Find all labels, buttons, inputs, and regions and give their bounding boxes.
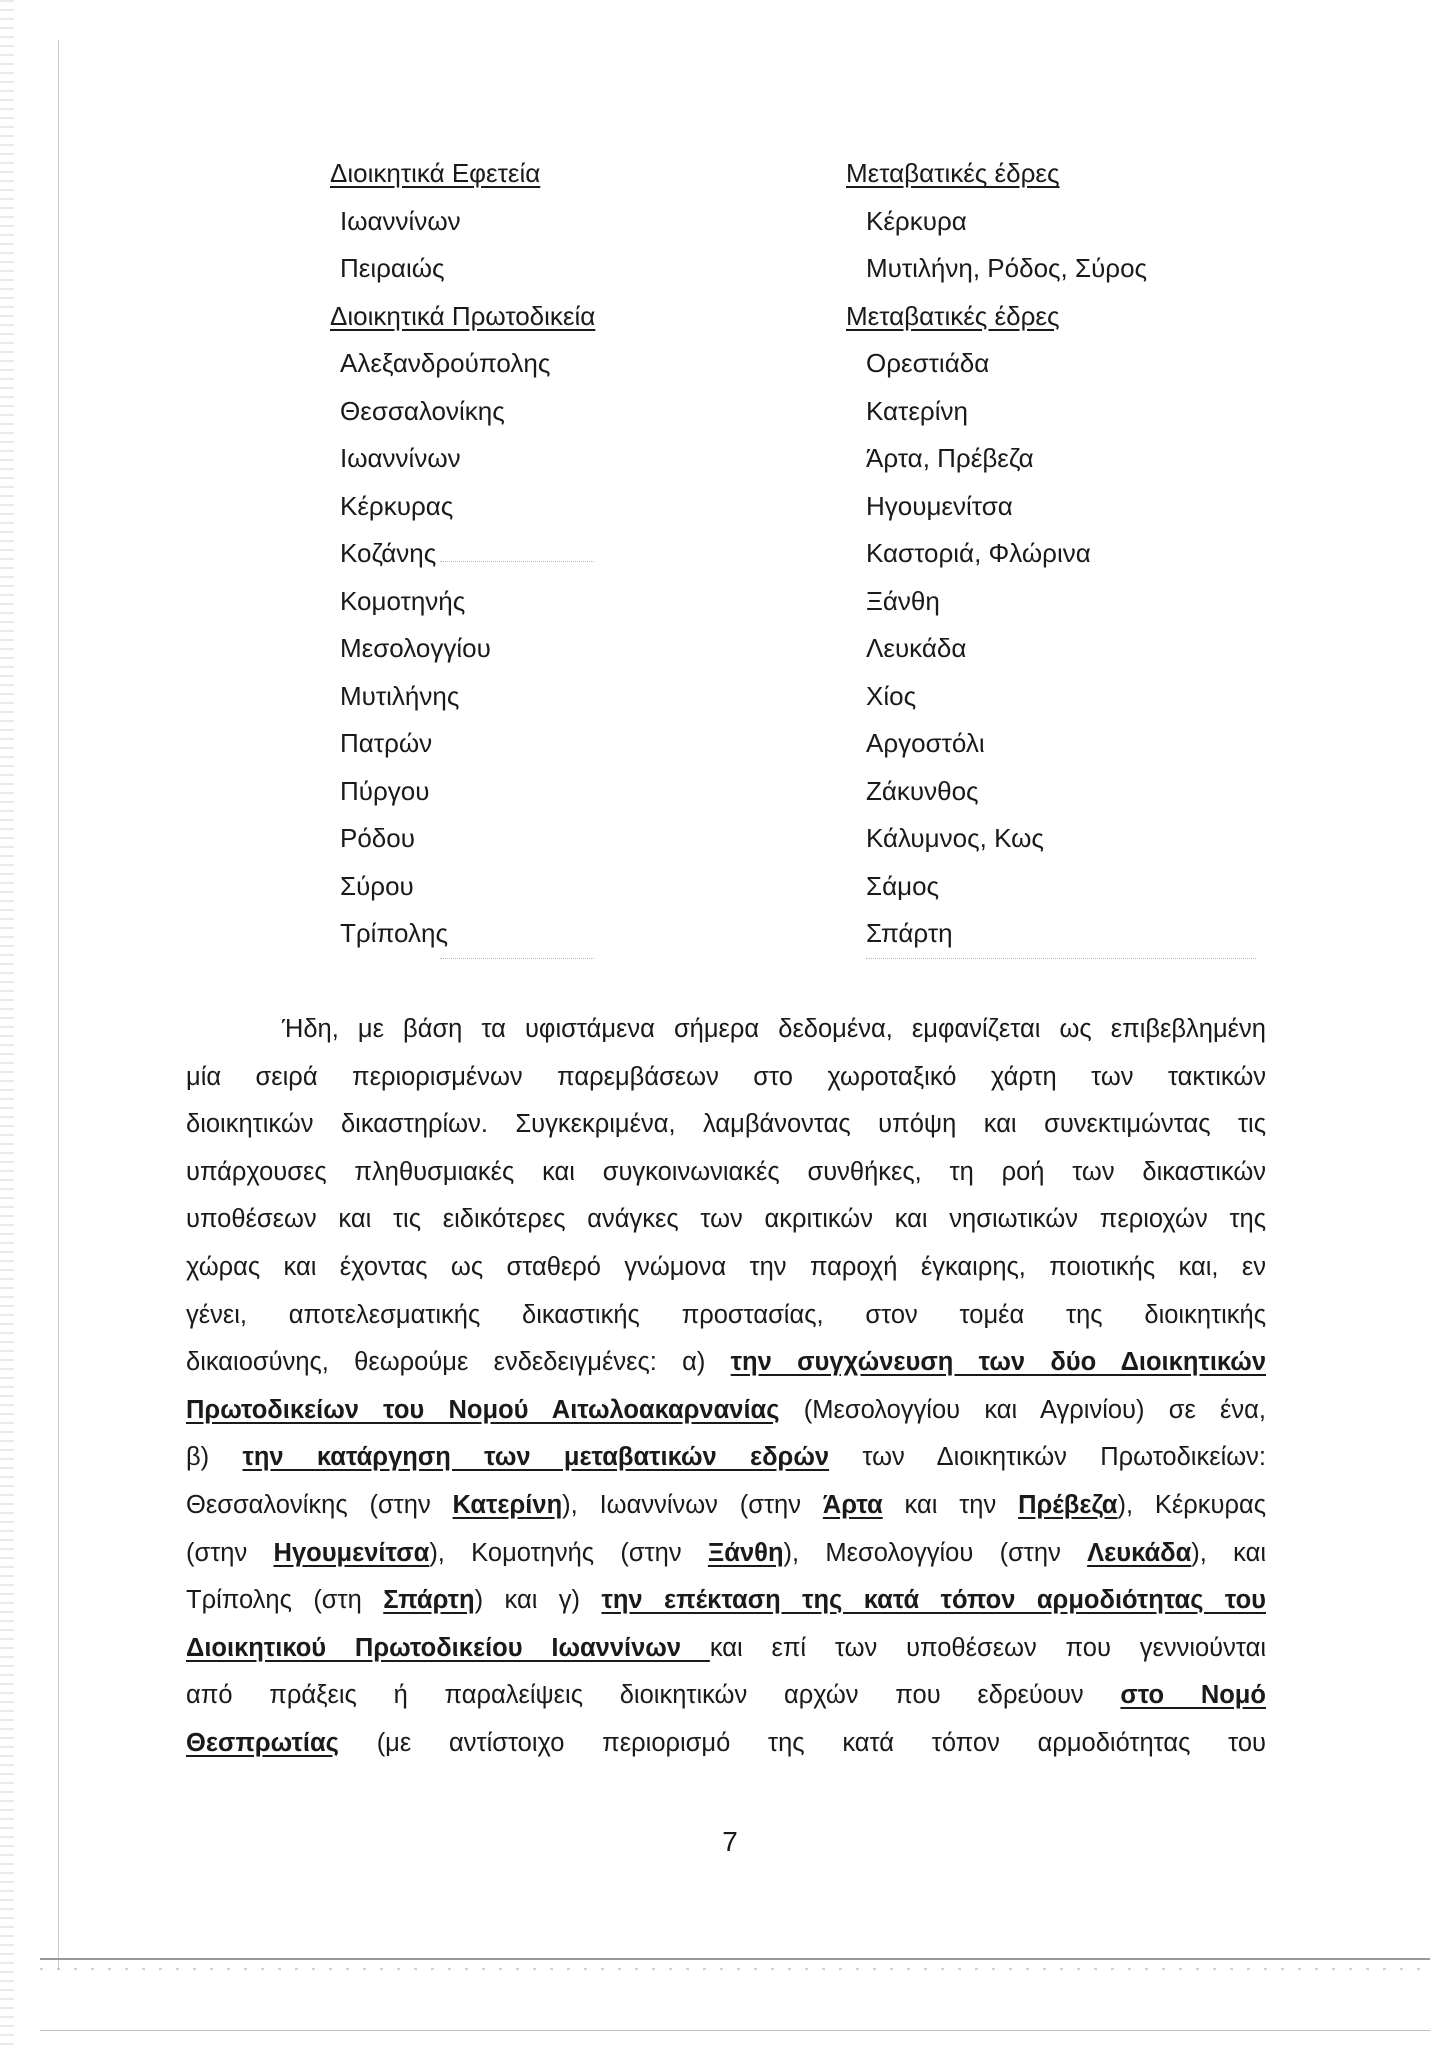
- list-item: Ζάκυνθος: [866, 775, 979, 806]
- list-item: Ξάνθη: [866, 585, 940, 616]
- list-item: Μυτιλήνη, Ρόδος, Σύρος: [866, 253, 1148, 283]
- body-paragraph: [186, 1006, 1266, 1768]
- paragraph-line: [186, 1196, 1266, 1244]
- text-run: υποθέσεων και τις ειδικότερες ανάγκες των ακριτικών και νησιωτικών περιοχών της: [186, 1205, 1266, 1234]
- list-item: Μεσολογγίου: [340, 633, 491, 663]
- paragraph-line: [186, 1434, 1266, 1482]
- paragraph-line: [186, 1006, 1266, 1054]
- list-item: Μυτιλήνης: [340, 680, 460, 711]
- dotted-separator: [440, 561, 594, 562]
- text-run: και την: [882, 1490, 1019, 1519]
- courts-column: [330, 150, 595, 958]
- list-item: Πατρών: [340, 728, 433, 758]
- emphasis-place: Ηγουμενίτσα: [273, 1538, 430, 1567]
- text-run: Ήδη, με βάση τα υφιστάμενα σήμερα δεδομένα, εμφανίζεται ως επιβεβλημένη: [282, 1015, 1266, 1043]
- text-run: διοικητικών δικαστηρίων. Συγκεκριμένα, λαμβάνοντας υπόψη και συνεκτιμώντας τις: [186, 1110, 1266, 1139]
- paragraph-line: [186, 1054, 1266, 1102]
- emphasis-place: στο Νομό: [1120, 1681, 1266, 1710]
- emphasis-place: Πρέβεζα: [1018, 1490, 1118, 1519]
- list-item: Κομοτηνής: [340, 585, 466, 616]
- text-run: (Μεσολογγίου και Αγρινίου) σε ένα,: [779, 1395, 1266, 1424]
- scan-bottom-border: [40, 2030, 1430, 2031]
- text-run: υπάρχουσες πληθυσμιακές και συγκοινωνιακές συνθήκες, τη ροή των δικαστικών: [186, 1157, 1266, 1186]
- paragraph-line: [186, 1482, 1266, 1530]
- list-item: Θεσσαλονίκης: [340, 395, 505, 426]
- list-item: Άρτα, Πρέβεζα: [866, 443, 1034, 473]
- emphasis-extension: Διοικητικού Πρωτοδικείου Ιωαννίνων: [186, 1633, 710, 1662]
- list-item: Σάμος: [866, 870, 940, 901]
- paragraph-line: [186, 1720, 1266, 1768]
- list-item: Σπάρτη: [866, 918, 953, 948]
- list-item: Ιωαννίνων: [340, 205, 461, 236]
- text-run: ), και: [1191, 1538, 1266, 1567]
- text-run: ), Μεσολογγίου (στην: [783, 1538, 1088, 1567]
- list-item: Πειραιώς: [340, 253, 445, 283]
- list-item: Ορεστιάδα: [866, 348, 990, 378]
- paragraph-line: [186, 1387, 1266, 1435]
- page-number: 7: [722, 1826, 738, 1857]
- paragraph-line: [186, 1530, 1266, 1578]
- scan-noise: [40, 1968, 1430, 1970]
- emphasis-abolition: την κατάργηση των μεταβατικών εδρών: [242, 1443, 830, 1472]
- text-run: γένει, αποτελεσματικής δικαστικής προστασίας, στον τομέα της διοικητικής: [186, 1300, 1266, 1329]
- text-run: ), Κομοτηνής (στην: [429, 1538, 708, 1567]
- dotted-separator: [440, 958, 594, 959]
- list-item: Τρίπολης: [340, 918, 448, 948]
- paragraph-line: [186, 1339, 1266, 1387]
- text-run: και επί των υποθέσεων που γεννιούνται: [709, 1633, 1266, 1662]
- emphasis-extension: την επέκταση της κατά τόπον αρμοδιότητας του: [601, 1586, 1266, 1615]
- heading-administrative-first-instance-courts: Διοικητικά Πρωτοδικεία: [330, 300, 596, 331]
- heading-administrative-appeals-courts: Διοικητικά Εφετεία: [330, 158, 541, 188]
- transitional-seats-column: [846, 150, 1147, 958]
- dotted-separator: [866, 958, 1256, 959]
- paragraph-line: [186, 1292, 1266, 1340]
- scan-margin-line: [58, 40, 59, 1970]
- list-item: Ιωαννίνων: [340, 443, 461, 473]
- emphasis-place: Άρτα: [822, 1490, 883, 1519]
- paragraph-line: [186, 1577, 1266, 1625]
- emphasis-merger: Πρωτοδικείων του Νομού Αιτωλοακαρνανίας: [186, 1395, 780, 1424]
- list-item: Λευκάδα: [866, 633, 967, 663]
- list-item: Χίος: [866, 680, 917, 711]
- text-run: από πράξεις ή παραλείψεις διοικητικών αρχών που εδρεύουν: [186, 1681, 1121, 1710]
- paragraph-line: [186, 1625, 1266, 1673]
- emphasis-place: Θεσπρωτίας: [186, 1728, 339, 1757]
- list-item: Κέρκυρα: [866, 205, 967, 236]
- heading-transitional-seats: Μεταβατικές έδρες: [846, 300, 1060, 331]
- list-item: Αργοστόλι: [866, 728, 985, 758]
- paragraph-line: [186, 1101, 1266, 1149]
- text-run: (στην: [186, 1538, 274, 1567]
- emphasis-place: Σπάρτη: [383, 1586, 475, 1615]
- text-run: (με αντίστοιχο περιορισμό της κατά τόπον αρμοδιότητας του: [338, 1728, 1266, 1757]
- text-run: μία σειρά περιορισμένων παρεμβάσεων στο χωροταξικό χάρτη των τακτικών: [186, 1062, 1266, 1091]
- paragraph-line: [186, 1149, 1266, 1197]
- list-item: Σύρου: [340, 870, 414, 901]
- list-item: Κέρκυρας: [340, 490, 454, 521]
- emphasis-place: Λευκάδα: [1087, 1538, 1192, 1567]
- scan-bottom-border: [40, 1958, 1430, 1960]
- text-run: δικαιοσύνης, θεωρούμε ενδεδειγμένες: α): [186, 1348, 731, 1377]
- list-item: Πύργου: [340, 775, 430, 806]
- paragraph-line: [186, 1672, 1266, 1720]
- list-item: Καστοριά, Φλώρινα: [866, 538, 1091, 568]
- text-run: ), Κέρκυρας: [1117, 1490, 1266, 1519]
- text-run: Θεσσαλονίκης (στην: [186, 1490, 453, 1519]
- heading-transitional-seats: Μεταβατικές έδρες: [846, 158, 1060, 188]
- list-item: Κάλυμνος, Κως: [866, 823, 1044, 853]
- text-run: χώρας και έχοντας ως σταθερό γνώμονα την παροχή έγκαιρης, ποιοτικής και, εν: [186, 1252, 1266, 1281]
- text-run: β): [186, 1443, 243, 1472]
- emphasis-place: Κατερίνη: [452, 1490, 563, 1519]
- list-item: Ηγουμενίτσα: [866, 490, 1013, 521]
- list-item: Κατερίνη: [866, 395, 968, 426]
- text-run: Τρίπολης (στη: [186, 1586, 384, 1615]
- list-item: Αλεξανδρούπολης: [340, 348, 551, 378]
- scan-edge-artifact: [0, 0, 14, 2048]
- text-run: των Διοικητικών Πρωτοδικείων:: [829, 1443, 1266, 1472]
- list-item: Κοζάνης: [340, 538, 437, 568]
- emphasis-place: Ξάνθη: [707, 1538, 784, 1567]
- text-run: ) και γ): [474, 1586, 602, 1615]
- paragraph-line: [186, 1244, 1266, 1292]
- text-run: ), Ιωαννίνων (στην: [562, 1490, 823, 1519]
- emphasis-merger: την συγχώνευση των δύο Διοικητικών: [730, 1348, 1266, 1377]
- list-item: Ρόδου: [340, 823, 415, 853]
